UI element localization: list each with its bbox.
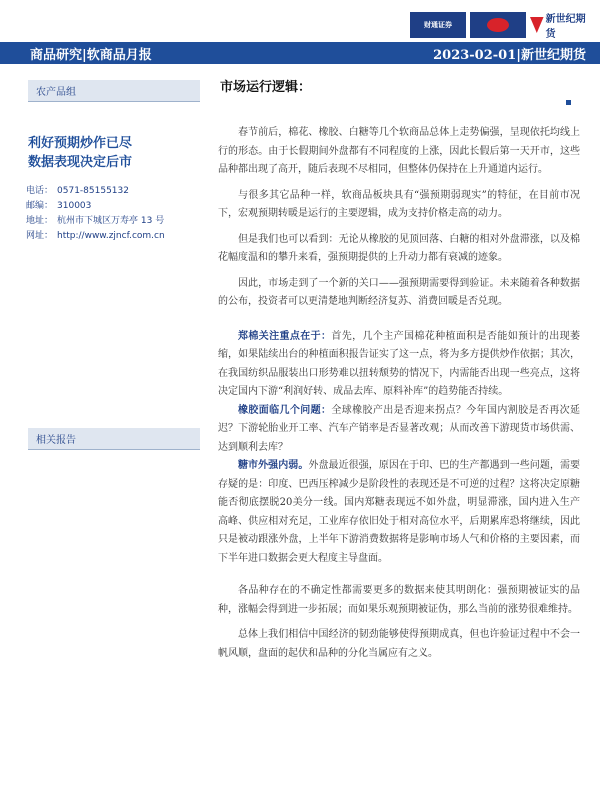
partner-logo-b: [470, 12, 526, 38]
header-logos: [410, 12, 588, 38]
section-title: 市场运行逻辑：: [220, 80, 312, 95]
partner-logo-a-text: 财通证券: [424, 21, 452, 29]
company-logo: [530, 12, 588, 38]
report-title-line-2: 数据表现决定后市: [28, 155, 133, 170]
contact-address-label: 地址：: [26, 216, 54, 226]
report-date-company: 2023-02-01|新世纪期货: [433, 47, 586, 63]
paragraph-text: 全球橡胶产出是否迎来拐点？今年国内割胶是否再次延迟？下游轮胎业开工率、汽车产销率是否显著改观；从而改善下游现货市场供需、达到顺利去库？: [218, 404, 580, 453]
company-logo-text: 新世纪期货: [545, 14, 586, 40]
category-box: 农产品组: [28, 80, 200, 102]
related-reports-box: 相关报告: [28, 428, 200, 450]
paragraph: [218, 402, 580, 458]
paragraph-text: 各品种存在的不确定性都需要更多的数据来使其明朗化：强预期被证实的品种，涨幅会得到进一步拓展；而如果乐观预期被证伪，那么当前的涨势很难维持。: [218, 585, 580, 615]
contact-website-link[interactable]: http://www.zjncf.com.cn: [57, 231, 165, 241]
report-category: 商品研究|软商品月报: [30, 47, 152, 63]
contact-postcode-value: 310003: [57, 201, 92, 211]
paragraph: [218, 457, 580, 568]
contact-address: [26, 214, 206, 229]
sun-disc-icon: [487, 18, 509, 32]
paragraph-lead: 橡胶面临几个问题：: [238, 404, 332, 416]
paragraph: [218, 275, 580, 312]
partner-logo-a: [410, 12, 466, 38]
contact-website-label: 网址：: [26, 231, 54, 241]
paragraph: [218, 124, 580, 180]
paragraph-text: 但是我们也可以看到：无论从橡胶的见顶回落、白糖的相对外盘滞涨，以及棉花幅度温和的攀升来看，强预期提供的上升动力都有衰减的迹象。: [218, 233, 580, 263]
contact-address-value: 杭州市下城区万寿亭 13 号: [57, 216, 165, 226]
paragraph: [218, 328, 580, 402]
paragraph-lead: 糖市外强内弱。: [238, 460, 309, 471]
paragraph-text: 与很多其它品种一样，软商品板块具有“强预期弱现实”的特征，在目前市况下，宏观预期转暖是运行的主要逻辑，成为支持价格走高的动力。: [218, 189, 580, 219]
contact-postcode-label: 邮编：: [26, 201, 54, 211]
sidebar: [14, 64, 202, 800]
paragraph-text: 首先，几个主产国棉花种植面积是否能如预计的出现萎缩，如果陆续出台的种植面积报告证实了这一点，将为多方提供炒作依据；其次，在我国纺织品服装出口形势难以扭转颓势的情况下，内需能否出现一些亮点，这将决定国内下游“利润好转、成品去库、原料补库”的趋势能否持续。: [218, 330, 580, 397]
paragraph: [218, 626, 580, 663]
paragraph: [218, 187, 580, 224]
contact-website: [26, 229, 206, 244]
main-content: [218, 76, 580, 670]
paragraph-lead: 郑棉关注重点在于：: [238, 330, 332, 342]
contact-phone: [26, 184, 206, 199]
paragraph: [218, 231, 580, 268]
contact-info: [26, 184, 206, 244]
paragraph: [218, 582, 580, 619]
paragraph-text: 总体上我们相信中国经济的韧劲能够使得预期成真，但也许验证过程中不会一帆风顺，盘面的起伏和品种的分化当属应有之义。: [218, 629, 580, 659]
paragraph-text: 春节前后，棉花、橡胶、白糖等几个软商品总体上走势偏强，呈现依托均线上行的形态。由于长假期间外盘都有不同程度的上涨，因此长假后第一天开市，这些品种都出现了高开，随后表现不尽相同，但整体仍保持在上升通道内运行。: [218, 127, 580, 175]
contact-postcode: [26, 199, 206, 214]
contact-phone-value: 0571-85155132: [57, 186, 129, 196]
report-title: [28, 134, 208, 172]
paragraph-text: 外盘最近很强，原因在于印、巴的生产都遇到一些问题，需要存疑的是：印度、巴西压榨减少是阶段性的表现还是不可逆的过程？这将决定原糖能否彻底摆脱20美分一线。国内郑糖表现远不如外盘，明显滞涨，国内进入生产高峰、供应相对充足，工业库存依旧处于相对高位水平，后期累库恐将继续，因此只是被动跟涨外盘，上半年下游消费数据将是影响市场人气和价格的主要因素，而下半年进口数据会更大程度主导盘面。: [218, 460, 581, 564]
contact-phone-label: 电话：: [26, 186, 54, 196]
report-header-band: [0, 42, 600, 64]
paragraph-text: 因此，市场走到了一个新的关口——强预期需要得到验证。未来随着各种数据的公布，投资者可以更清楚地判断经济复苏、消费回暖是否兑现。: [218, 277, 580, 307]
company-logo-mark-icon: [530, 17, 544, 33]
report-title-line-1: 利好预期炒作已尽: [28, 136, 133, 151]
